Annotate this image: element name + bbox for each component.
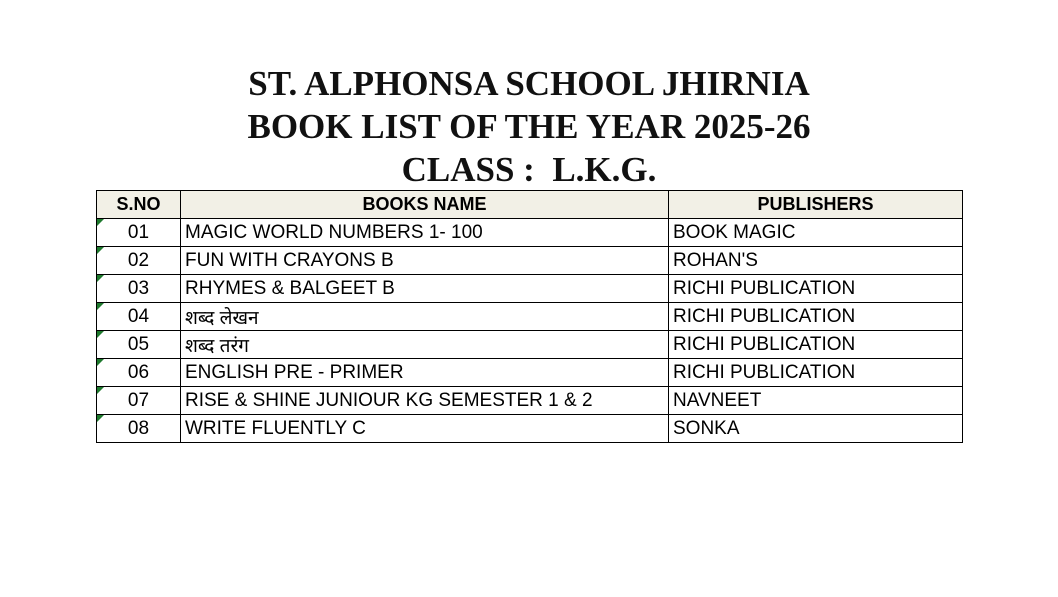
cell-sno: 05 xyxy=(97,331,181,359)
cell-book-name: WRITE FLUENTLY C xyxy=(181,415,669,443)
book-list-title: BOOK LIST OF THE YEAR 2025-26 xyxy=(247,107,811,146)
cell-publisher: RICHI PUBLICATION xyxy=(669,359,963,387)
book-list-table xyxy=(96,190,963,443)
cell-publisher: ROHAN'S xyxy=(669,247,963,275)
cell-book-name: MAGIC WORLD NUMBERS 1- 100 xyxy=(181,219,669,247)
cell-publisher: NAVNEET xyxy=(669,387,963,415)
cell-sno: 03 xyxy=(97,275,181,303)
table-row xyxy=(97,275,963,303)
cell-publisher: BOOK MAGIC xyxy=(669,219,963,247)
table-row xyxy=(97,359,963,387)
cell-publisher: RICHI PUBLICATION xyxy=(669,275,963,303)
table-header-row xyxy=(97,191,963,219)
table-row xyxy=(97,331,963,359)
cell-sno: 02 xyxy=(97,247,181,275)
column-header-sno: S.NO xyxy=(97,191,181,219)
class-title: CLASS : L.K.G. xyxy=(401,150,657,189)
cell-sno: 06 xyxy=(97,359,181,387)
cell-sno: 08 xyxy=(97,415,181,443)
column-header-books-name: BOOKS NAME xyxy=(181,191,669,219)
cell-sno: 04 xyxy=(97,303,181,331)
cell-sno: 07 xyxy=(97,387,181,415)
cell-book-name: शब्द लेखन xyxy=(181,303,669,331)
table-row xyxy=(97,219,963,247)
cell-publisher: RICHI PUBLICATION xyxy=(669,331,963,359)
cell-book-name: शब्द तरंग xyxy=(181,331,669,359)
table-row xyxy=(97,387,963,415)
cell-book-name: FUN WITH CRAYONS B xyxy=(181,247,669,275)
cell-sno: 01 xyxy=(97,219,181,247)
table-row xyxy=(97,415,963,443)
table-row xyxy=(97,247,963,275)
cell-book-name: RISE & SHINE JUNIOUR KG SEMESTER 1 & 2 xyxy=(181,387,669,415)
column-header-publishers: PUBLISHERS xyxy=(669,191,963,219)
cell-publisher: SONKA xyxy=(669,415,963,443)
cell-book-name: ENGLISH PRE - PRIMER xyxy=(181,359,669,387)
cell-publisher: RICHI PUBLICATION xyxy=(669,303,963,331)
table-row xyxy=(97,303,963,331)
cell-book-name: RHYMES & BALGEET B xyxy=(181,275,669,303)
school-name: ST. ALPHONSA SCHOOL JHIRNIA xyxy=(248,64,810,103)
title-block xyxy=(0,62,1058,191)
